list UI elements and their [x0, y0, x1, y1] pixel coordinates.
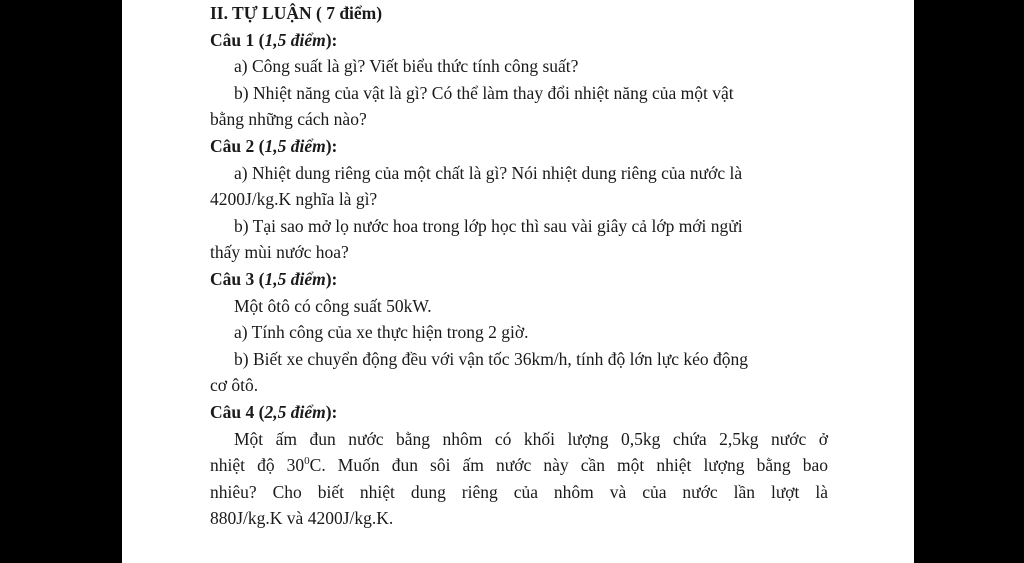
question-2-label: Câu 2 [210, 135, 255, 156]
degree-superscript: 0 [304, 455, 310, 468]
question-2-line-b-cont: thấy mùi nước hoa? [210, 242, 349, 263]
question-1-label: Câu 1 [210, 29, 255, 50]
question-1-points: 1,5 điểm [264, 29, 326, 50]
question-1-line-b: b) Nhiệt năng của vật là gì? Có thể làm thay đổi nhiệt năng của một vật [234, 82, 734, 103]
question-2-points: 1,5 điểm [264, 135, 326, 156]
question-1-line-b-cont: bằng những cách nào? [210, 109, 367, 130]
question-4-line-4: 880J/kg.K và 4200J/kg.K. [210, 508, 394, 529]
question-4-line-3: nhiêu? Cho biết nhiệt dung riêng của nhôm và của nước lần lượt là [210, 481, 828, 502]
question-1-heading: Câu 1 (1,5 điểm): [210, 29, 338, 50]
document-page [122, 0, 914, 563]
question-2-line-a: a) Nhiệt dung riêng của một chất là gì? Nói nhiệt dung riêng của nước là [234, 162, 743, 183]
question-3-line-b: b) Biết xe chuyển động đều với vận tốc 36km/h, tính độ lớn lực kéo động [234, 348, 749, 369]
question-4-temp-prefix: nhiệt độ 30 [210, 455, 305, 476]
question-3-line-b-cont: cơ ôtô. [210, 375, 259, 396]
question-2-line-a-cont: 4200J/kg.K nghĩa là gì? [210, 189, 378, 210]
question-3-label: Câu 3 [210, 268, 255, 289]
question-4-points: 2,5 điểm [264, 401, 326, 422]
question-4-heading: Câu 4 (2,5 điểm): [210, 401, 338, 422]
question-2-line-b: b) Tại sao mở lọ nước hoa trong lớp học thì sau vài giây cả lớp mới ngửi [234, 215, 743, 236]
question-2-heading: Câu 2 (1,5 điểm): [210, 135, 338, 156]
question-4-line-1: Một ấm đun nước bằng nhôm có khối lượng 0,5kg chứa 2,5kg nước ở [234, 428, 828, 449]
question-3-line-a: a) Tính công của xe thực hiện trong 2 giờ. [234, 322, 529, 343]
question-3-heading: Câu 3 (1,5 điểm): [210, 268, 338, 289]
question-4-line-2 [210, 452, 828, 479]
section-title: II. TỰ LUẬN ( 7 điểm) [210, 3, 383, 23]
question-3-intro: Một ôtô có công suất 50kW. [234, 295, 432, 316]
question-1-line-a: a) Công suất là gì? Viết biểu thức tính công suất? [234, 56, 579, 77]
question-4-temp-suffix: C. Muốn đun sôi ấm nước này cần một nhiệt lượng bằng bao [309, 455, 828, 476]
exam-text [210, 0, 828, 532]
question-3-points: 1,5 điểm [264, 268, 326, 289]
question-4-label: Câu 4 [210, 401, 255, 422]
